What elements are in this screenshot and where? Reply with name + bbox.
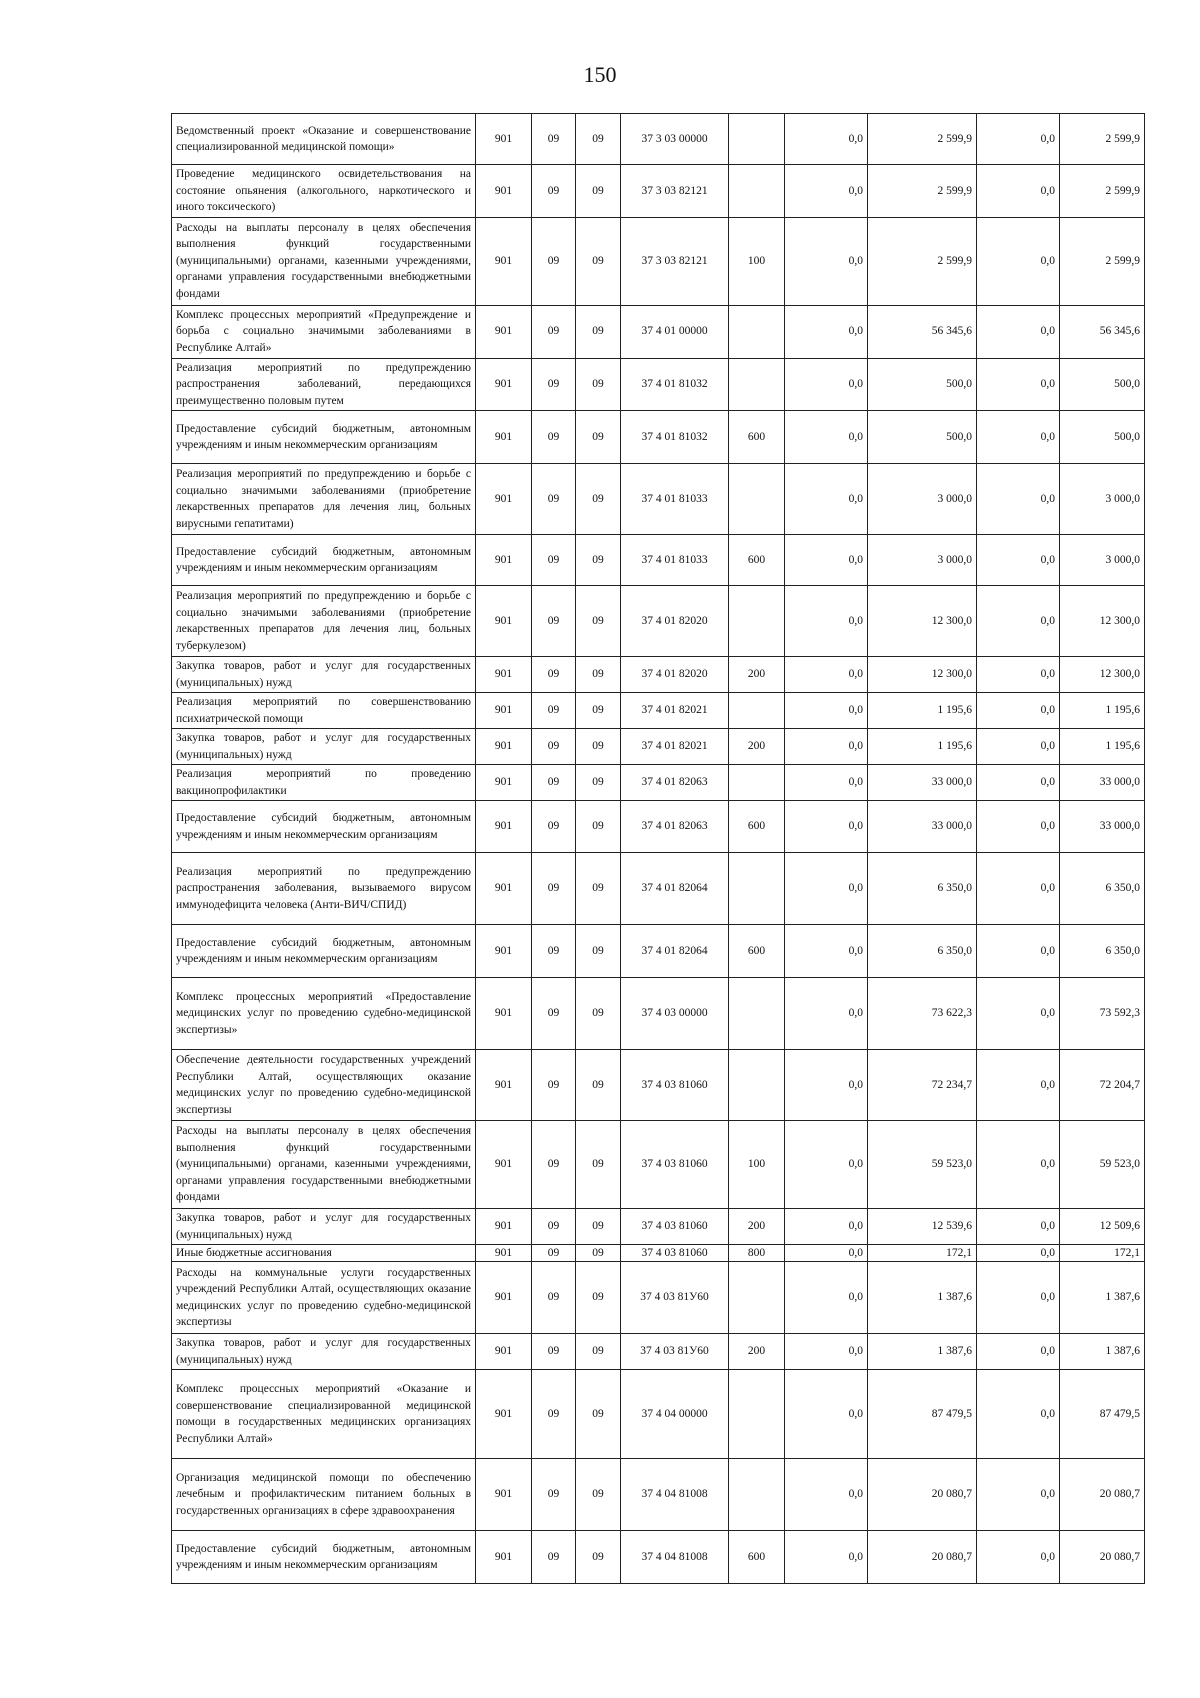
target-article-cell: 37 4 03 81060 bbox=[621, 1050, 729, 1121]
row-name-cell: Закупка товаров, работ и услуг для государственных (муниципальных) нужд bbox=[172, 657, 476, 693]
expense-type-cell: 600 bbox=[729, 411, 785, 464]
amount-4-cell: 6 350,0 bbox=[1060, 853, 1145, 925]
amount-4-cell: 3 000,0 bbox=[1060, 535, 1145, 586]
table-row bbox=[172, 535, 1145, 586]
podrazdel-cell: 09 bbox=[576, 586, 621, 657]
amount-3-cell: 0,0 bbox=[977, 765, 1060, 801]
amount-3-cell: 0,0 bbox=[977, 305, 1060, 358]
podrazdel-cell: 09 bbox=[576, 853, 621, 925]
amount-4-cell: 2 599,9 bbox=[1060, 114, 1145, 165]
amount-3-cell: 0,0 bbox=[977, 693, 1060, 729]
podrazdel-cell: 09 bbox=[576, 165, 621, 218]
amount-3-cell: 0,0 bbox=[977, 1531, 1060, 1584]
target-article-cell: 37 4 01 82020 bbox=[621, 586, 729, 657]
row-name-cell: Расходы на коммунальные услуги государственных учреждений Республики Алтай, осуществляющих оказание медицинских услуг по проведению судебно-медицинской экспертизы bbox=[172, 1262, 476, 1334]
razdel-cell: 09 bbox=[532, 1209, 576, 1245]
razdel-cell: 09 bbox=[532, 925, 576, 978]
razdel-cell: 09 bbox=[532, 535, 576, 586]
amount-1-cell: 0,0 bbox=[785, 801, 868, 853]
table-row bbox=[172, 1050, 1145, 1121]
table-row bbox=[172, 586, 1145, 657]
table-row bbox=[172, 1459, 1145, 1531]
amount-4-cell: 20 080,7 bbox=[1060, 1459, 1145, 1531]
glava-cell: 901 bbox=[476, 1370, 532, 1459]
table-row bbox=[172, 801, 1145, 853]
amount-3-cell: 0,0 bbox=[977, 464, 1060, 535]
amount-3-cell: 0,0 bbox=[977, 165, 1060, 218]
amount-4-cell: 20 080,7 bbox=[1060, 1531, 1145, 1584]
amount-4-cell: 172,1 bbox=[1060, 1245, 1145, 1262]
row-name-cell: Реализация мероприятий по предупреждению и борьбе с социально значимыми заболеваниями (приобретение лекарственных препаратов для лечения лиц, больных туберкулезом) bbox=[172, 586, 476, 657]
target-article-cell: 37 4 01 82063 bbox=[621, 765, 729, 801]
expense-type-cell: 600 bbox=[729, 535, 785, 586]
podrazdel-cell: 09 bbox=[576, 217, 621, 305]
target-article-cell: 37 3 03 82121 bbox=[621, 217, 729, 305]
amount-1-cell: 0,0 bbox=[785, 853, 868, 925]
expense-type-cell bbox=[729, 1459, 785, 1531]
podrazdel-cell: 09 bbox=[576, 358, 621, 411]
amount-4-cell: 59 523,0 bbox=[1060, 1121, 1145, 1209]
podrazdel-cell: 09 bbox=[576, 1334, 621, 1370]
glava-cell: 901 bbox=[476, 358, 532, 411]
expense-type-cell: 600 bbox=[729, 1531, 785, 1584]
table-row bbox=[172, 1531, 1145, 1584]
amount-2-cell: 12 300,0 bbox=[868, 657, 977, 693]
amount-4-cell: 1 195,6 bbox=[1060, 693, 1145, 729]
glava-cell: 901 bbox=[476, 853, 532, 925]
table-row bbox=[172, 165, 1145, 218]
amount-2-cell: 12 300,0 bbox=[868, 586, 977, 657]
amount-4-cell: 500,0 bbox=[1060, 411, 1145, 464]
expense-type-cell bbox=[729, 305, 785, 358]
amount-2-cell: 3 000,0 bbox=[868, 535, 977, 586]
table-row bbox=[172, 114, 1145, 165]
row-name-cell: Расходы на выплаты персоналу в целях обеспечения выполнения функций государственными (муниципальными) органами, казенными учреждениями, органами управления государственными внебюджетными фондами bbox=[172, 1121, 476, 1209]
amount-2-cell: 6 350,0 bbox=[868, 853, 977, 925]
amount-2-cell: 1 387,6 bbox=[868, 1334, 977, 1370]
expense-type-cell bbox=[729, 853, 785, 925]
podrazdel-cell: 09 bbox=[576, 657, 621, 693]
podrazdel-cell: 09 bbox=[576, 1050, 621, 1121]
row-name-cell: Предоставление субсидий бюджетным, автономным учреждениям и иным некоммерческим организациям bbox=[172, 801, 476, 853]
amount-4-cell: 2 599,9 bbox=[1060, 217, 1145, 305]
amount-3-cell: 0,0 bbox=[977, 1262, 1060, 1334]
razdel-cell: 09 bbox=[532, 217, 576, 305]
target-article-cell: 37 4 03 00000 bbox=[621, 978, 729, 1050]
amount-4-cell: 6 350,0 bbox=[1060, 925, 1145, 978]
expense-type-cell bbox=[729, 1262, 785, 1334]
amount-3-cell: 0,0 bbox=[977, 358, 1060, 411]
page-number: 150 bbox=[583, 62, 617, 87]
table-row bbox=[172, 1245, 1145, 1262]
amount-4-cell: 56 345,6 bbox=[1060, 305, 1145, 358]
amount-2-cell: 1 195,6 bbox=[868, 729, 977, 765]
amount-3-cell: 0,0 bbox=[977, 586, 1060, 657]
razdel-cell: 09 bbox=[532, 1245, 576, 1262]
glava-cell: 901 bbox=[476, 165, 532, 218]
glava-cell: 901 bbox=[476, 1531, 532, 1584]
amount-2-cell: 172,1 bbox=[868, 1245, 977, 1262]
glava-cell: 901 bbox=[476, 411, 532, 464]
amount-1-cell: 0,0 bbox=[785, 765, 868, 801]
row-name-cell: Закупка товаров, работ и услуг для государственных (муниципальных) нужд bbox=[172, 1334, 476, 1370]
table-row bbox=[172, 978, 1145, 1050]
amount-4-cell: 33 000,0 bbox=[1060, 765, 1145, 801]
podrazdel-cell: 09 bbox=[576, 693, 621, 729]
table-row bbox=[172, 657, 1145, 693]
table-row bbox=[172, 464, 1145, 535]
expense-type-cell: 800 bbox=[729, 1245, 785, 1262]
expense-type-cell: 600 bbox=[729, 801, 785, 853]
table-row bbox=[172, 1262, 1145, 1334]
podrazdel-cell: 09 bbox=[576, 114, 621, 165]
target-article-cell: 37 4 01 82021 bbox=[621, 729, 729, 765]
row-name-cell: Реализация мероприятий по предупреждению и борьбе с социально значимыми заболеваниями (приобретение лекарственных препаратов для лечения лиц, больных вирусными гепатитами) bbox=[172, 464, 476, 535]
podrazdel-cell: 09 bbox=[576, 464, 621, 535]
glava-cell: 901 bbox=[476, 217, 532, 305]
glava-cell: 901 bbox=[476, 464, 532, 535]
target-article-cell: 37 4 01 81033 bbox=[621, 464, 729, 535]
target-article-cell: 37 4 01 82064 bbox=[621, 853, 729, 925]
amount-2-cell: 6 350,0 bbox=[868, 925, 977, 978]
amount-2-cell: 87 479,5 bbox=[868, 1370, 977, 1459]
target-article-cell: 37 4 01 82063 bbox=[621, 801, 729, 853]
row-name-cell: Реализация мероприятий по проведению вакцинопрофилактики bbox=[172, 765, 476, 801]
amount-1-cell: 0,0 bbox=[785, 729, 868, 765]
amount-1-cell: 0,0 bbox=[785, 535, 868, 586]
razdel-cell: 09 bbox=[532, 1334, 576, 1370]
amount-1-cell: 0,0 bbox=[785, 1050, 868, 1121]
target-article-cell: 37 4 03 81У60 bbox=[621, 1334, 729, 1370]
table-row bbox=[172, 1209, 1145, 1245]
row-name-cell: Реализация мероприятий по совершенствованию психиатрической помощи bbox=[172, 693, 476, 729]
table-body bbox=[172, 114, 1145, 1584]
glava-cell: 901 bbox=[476, 729, 532, 765]
amount-2-cell: 33 000,0 bbox=[868, 765, 977, 801]
amount-3-cell: 0,0 bbox=[977, 801, 1060, 853]
target-article-cell: 37 4 01 00000 bbox=[621, 305, 729, 358]
amount-4-cell: 2 599,9 bbox=[1060, 165, 1145, 218]
target-article-cell: 37 4 03 81060 bbox=[621, 1121, 729, 1209]
amount-3-cell: 0,0 bbox=[977, 1121, 1060, 1209]
target-article-cell: 37 4 01 82064 bbox=[621, 925, 729, 978]
amount-3-cell: 0,0 bbox=[977, 1209, 1060, 1245]
razdel-cell: 09 bbox=[532, 978, 576, 1050]
amount-1-cell: 0,0 bbox=[785, 978, 868, 1050]
table-row bbox=[172, 693, 1145, 729]
target-article-cell: 37 4 01 81032 bbox=[621, 358, 729, 411]
amount-3-cell: 0,0 bbox=[977, 925, 1060, 978]
razdel-cell: 09 bbox=[532, 464, 576, 535]
table-row bbox=[172, 765, 1145, 801]
target-article-cell: 37 3 03 00000 bbox=[621, 114, 729, 165]
amount-3-cell: 0,0 bbox=[977, 114, 1060, 165]
row-name-cell: Проведение медицинского освидетельствования на состояние опьянения (алкогольного, наркотического и иного токсического) bbox=[172, 165, 476, 218]
amount-3-cell: 0,0 bbox=[977, 1459, 1060, 1531]
podrazdel-cell: 09 bbox=[576, 535, 621, 586]
glava-cell: 901 bbox=[476, 1121, 532, 1209]
glava-cell: 901 bbox=[476, 657, 532, 693]
podrazdel-cell: 09 bbox=[576, 1262, 621, 1334]
target-article-cell: 37 4 03 81060 bbox=[621, 1209, 729, 1245]
target-article-cell: 37 4 03 81У60 bbox=[621, 1262, 729, 1334]
amount-1-cell: 0,0 bbox=[785, 1209, 868, 1245]
razdel-cell: 09 bbox=[532, 165, 576, 218]
expense-type-cell bbox=[729, 165, 785, 218]
table-row bbox=[172, 217, 1145, 305]
podrazdel-cell: 09 bbox=[576, 925, 621, 978]
podrazdel-cell: 09 bbox=[576, 978, 621, 1050]
podrazdel-cell: 09 bbox=[576, 1459, 621, 1531]
amount-4-cell: 1 387,6 bbox=[1060, 1334, 1145, 1370]
glava-cell: 901 bbox=[476, 1050, 532, 1121]
podrazdel-cell: 09 bbox=[576, 1370, 621, 1459]
glava-cell: 901 bbox=[476, 1209, 532, 1245]
amount-1-cell: 0,0 bbox=[785, 657, 868, 693]
amount-2-cell: 56 345,6 bbox=[868, 305, 977, 358]
amount-1-cell: 0,0 bbox=[785, 217, 868, 305]
target-article-cell: 37 4 04 00000 bbox=[621, 1370, 729, 1459]
amount-4-cell: 87 479,5 bbox=[1060, 1370, 1145, 1459]
glava-cell: 901 bbox=[476, 1262, 532, 1334]
amount-4-cell: 500,0 bbox=[1060, 358, 1145, 411]
razdel-cell: 09 bbox=[532, 305, 576, 358]
expense-type-cell bbox=[729, 114, 785, 165]
target-article-cell: 37 4 04 81008 bbox=[621, 1459, 729, 1531]
amount-2-cell: 20 080,7 bbox=[868, 1459, 977, 1531]
expense-type-cell bbox=[729, 693, 785, 729]
razdel-cell: 09 bbox=[532, 657, 576, 693]
expense-type-cell: 100 bbox=[729, 1121, 785, 1209]
row-name-cell: Реализация мероприятий по предупреждению распространения заболевания, вызываемого вирусом иммунодефицита человека (Анти-ВИЧ/СПИД) bbox=[172, 853, 476, 925]
amount-2-cell: 2 599,9 bbox=[868, 165, 977, 218]
razdel-cell: 09 bbox=[532, 1262, 576, 1334]
row-name-cell: Предоставление субсидий бюджетным, автономным учреждениям и иным некоммерческим организациям bbox=[172, 1531, 476, 1584]
target-article-cell: 37 3 03 82121 bbox=[621, 165, 729, 218]
amount-1-cell: 0,0 bbox=[785, 1459, 868, 1531]
amount-1-cell: 0,0 bbox=[785, 1245, 868, 1262]
table-row bbox=[172, 358, 1145, 411]
expense-type-cell bbox=[729, 1050, 785, 1121]
target-article-cell: 37 4 01 82020 bbox=[621, 657, 729, 693]
expense-type-cell: 200 bbox=[729, 1334, 785, 1370]
row-name-cell: Расходы на выплаты персоналу в целях обеспечения выполнения функций государственными (муниципальными) органами, казенными учреждениями, органами управления государственными внебюджетными фондами bbox=[172, 217, 476, 305]
glava-cell: 901 bbox=[476, 801, 532, 853]
row-name-cell: Организация медицинской помощи по обеспечению лечебным и профилактическим питанием больных в государственных организациях в сфере здравоохранения bbox=[172, 1459, 476, 1531]
glava-cell: 901 bbox=[476, 586, 532, 657]
amount-2-cell: 59 523,0 bbox=[868, 1121, 977, 1209]
amount-1-cell: 0,0 bbox=[785, 1334, 868, 1370]
amount-2-cell: 2 599,9 bbox=[868, 217, 977, 305]
amount-1-cell: 0,0 bbox=[785, 1370, 868, 1459]
target-article-cell: 37 4 01 82021 bbox=[621, 693, 729, 729]
expense-type-cell bbox=[729, 765, 785, 801]
amount-4-cell: 12 300,0 bbox=[1060, 657, 1145, 693]
amount-2-cell: 73 622,3 bbox=[868, 978, 977, 1050]
amount-1-cell: 0,0 bbox=[785, 165, 868, 218]
amount-1-cell: 0,0 bbox=[785, 1531, 868, 1584]
expense-type-cell bbox=[729, 358, 785, 411]
razdel-cell: 09 bbox=[532, 693, 576, 729]
table-row bbox=[172, 1121, 1145, 1209]
glava-cell: 901 bbox=[476, 693, 532, 729]
expense-type-cell: 600 bbox=[729, 925, 785, 978]
table-row bbox=[172, 411, 1145, 464]
expense-type-cell bbox=[729, 464, 785, 535]
row-name-cell: Закупка товаров, работ и услуг для государственных (муниципальных) нужд bbox=[172, 729, 476, 765]
expense-type-cell: 200 bbox=[729, 657, 785, 693]
row-name-cell: Реализация мероприятий по предупреждению распространения заболеваний, передающихся преимущественно половым путем bbox=[172, 358, 476, 411]
table-row bbox=[172, 1334, 1145, 1370]
amount-3-cell: 0,0 bbox=[977, 1370, 1060, 1459]
glava-cell: 901 bbox=[476, 535, 532, 586]
table-row bbox=[172, 853, 1145, 925]
glava-cell: 901 bbox=[476, 1245, 532, 1262]
row-name-cell: Комплекс процессных мероприятий «Оказание и совершенствование специализированной медицинской помощи в государственных медицинских организациях Республики Алтай» bbox=[172, 1370, 476, 1459]
amount-4-cell: 12 300,0 bbox=[1060, 586, 1145, 657]
expense-type-cell bbox=[729, 978, 785, 1050]
table-row bbox=[172, 729, 1145, 765]
podrazdel-cell: 09 bbox=[576, 1245, 621, 1262]
amount-2-cell: 500,0 bbox=[868, 411, 977, 464]
glava-cell: 901 bbox=[476, 1459, 532, 1531]
amount-2-cell: 2 599,9 bbox=[868, 114, 977, 165]
amount-2-cell: 20 080,7 bbox=[868, 1531, 977, 1584]
expense-type-cell bbox=[729, 586, 785, 657]
amount-4-cell: 3 000,0 bbox=[1060, 464, 1145, 535]
razdel-cell: 09 bbox=[532, 801, 576, 853]
row-name-cell: Предоставление субсидий бюджетным, автономным учреждениям и иным некоммерческим организациям bbox=[172, 535, 476, 586]
target-article-cell: 37 4 03 81060 bbox=[621, 1245, 729, 1262]
razdel-cell: 09 bbox=[532, 1531, 576, 1584]
razdel-cell: 09 bbox=[532, 1459, 576, 1531]
podrazdel-cell: 09 bbox=[576, 411, 621, 464]
amount-3-cell: 0,0 bbox=[977, 1334, 1060, 1370]
expense-type-cell: 100 bbox=[729, 217, 785, 305]
amount-2-cell: 33 000,0 bbox=[868, 801, 977, 853]
row-name-cell: Предоставление субсидий бюджетным, автономным учреждениям и иным некоммерческим организациям bbox=[172, 925, 476, 978]
amount-3-cell: 0,0 bbox=[977, 729, 1060, 765]
glava-cell: 901 bbox=[476, 114, 532, 165]
amount-1-cell: 0,0 bbox=[785, 1262, 868, 1334]
glava-cell: 901 bbox=[476, 765, 532, 801]
amount-1-cell: 0,0 bbox=[785, 1121, 868, 1209]
amount-3-cell: 0,0 bbox=[977, 1050, 1060, 1121]
glava-cell: 901 bbox=[476, 1334, 532, 1370]
table-row bbox=[172, 925, 1145, 978]
amount-1-cell: 0,0 bbox=[785, 411, 868, 464]
razdel-cell: 09 bbox=[532, 1370, 576, 1459]
amount-2-cell: 1 387,6 bbox=[868, 1262, 977, 1334]
table-row bbox=[172, 305, 1145, 358]
expense-type-cell: 200 bbox=[729, 1209, 785, 1245]
razdel-cell: 09 bbox=[532, 114, 576, 165]
podrazdel-cell: 09 bbox=[576, 1121, 621, 1209]
row-name-cell: Комплекс процессных мероприятий «Предоставление медицинских услуг по проведению судебно-медицинской экспертизы» bbox=[172, 978, 476, 1050]
amount-3-cell: 0,0 bbox=[977, 217, 1060, 305]
glava-cell: 901 bbox=[476, 978, 532, 1050]
row-name-cell: Предоставление субсидий бюджетным, автономным учреждениям и иным некоммерческим организациям bbox=[172, 411, 476, 464]
row-name-cell: Комплекс процессных мероприятий «Предупреждение и борьба с социально значимыми заболеваниями в Республике Алтай» bbox=[172, 305, 476, 358]
razdel-cell: 09 bbox=[532, 358, 576, 411]
amount-2-cell: 3 000,0 bbox=[868, 464, 977, 535]
amount-1-cell: 0,0 bbox=[785, 305, 868, 358]
razdel-cell: 09 bbox=[532, 1050, 576, 1121]
amount-2-cell: 72 234,7 bbox=[868, 1050, 977, 1121]
glava-cell: 901 bbox=[476, 305, 532, 358]
razdel-cell: 09 bbox=[532, 853, 576, 925]
amount-4-cell: 12 509,6 bbox=[1060, 1209, 1145, 1245]
razdel-cell: 09 bbox=[532, 765, 576, 801]
table-row bbox=[172, 1370, 1145, 1459]
amount-3-cell: 0,0 bbox=[977, 535, 1060, 586]
razdel-cell: 09 bbox=[532, 1121, 576, 1209]
row-name-cell: Ведомственный проект «Оказание и совершенствование специализированной медицинской помощи» bbox=[172, 114, 476, 165]
amount-3-cell: 0,0 bbox=[977, 853, 1060, 925]
amount-2-cell: 12 539,6 bbox=[868, 1209, 977, 1245]
amount-3-cell: 0,0 bbox=[977, 1245, 1060, 1262]
row-name-cell: Обеспечение деятельности государственных учреждений Республики Алтай, осуществляющих оказание медицинских услуг по проведению судебно-медицинской экспертизы bbox=[172, 1050, 476, 1121]
amount-3-cell: 0,0 bbox=[977, 411, 1060, 464]
amount-4-cell: 72 204,7 bbox=[1060, 1050, 1145, 1121]
amount-1-cell: 0,0 bbox=[785, 925, 868, 978]
razdel-cell: 09 bbox=[532, 586, 576, 657]
target-article-cell: 37 4 04 81008 bbox=[621, 1531, 729, 1584]
target-article-cell: 37 4 01 81033 bbox=[621, 535, 729, 586]
amount-1-cell: 0,0 bbox=[785, 358, 868, 411]
amount-1-cell: 0,0 bbox=[785, 114, 868, 165]
amount-1-cell: 0,0 bbox=[785, 586, 868, 657]
podrazdel-cell: 09 bbox=[576, 305, 621, 358]
amount-2-cell: 500,0 bbox=[868, 358, 977, 411]
razdel-cell: 09 bbox=[532, 729, 576, 765]
amount-4-cell: 1 195,6 bbox=[1060, 729, 1145, 765]
expense-type-cell: 200 bbox=[729, 729, 785, 765]
razdel-cell: 09 bbox=[532, 411, 576, 464]
podrazdel-cell: 09 bbox=[576, 729, 621, 765]
amount-4-cell: 1 387,6 bbox=[1060, 1262, 1145, 1334]
amount-1-cell: 0,0 bbox=[785, 693, 868, 729]
amount-3-cell: 0,0 bbox=[977, 657, 1060, 693]
expense-type-cell bbox=[729, 1370, 785, 1459]
amount-4-cell: 73 592,3 bbox=[1060, 978, 1145, 1050]
amount-3-cell: 0,0 bbox=[977, 978, 1060, 1050]
podrazdel-cell: 09 bbox=[576, 1531, 621, 1584]
amount-1-cell: 0,0 bbox=[785, 464, 868, 535]
podrazdel-cell: 09 bbox=[576, 801, 621, 853]
glava-cell: 901 bbox=[476, 925, 532, 978]
podrazdel-cell: 09 bbox=[576, 1209, 621, 1245]
amount-2-cell: 1 195,6 bbox=[868, 693, 977, 729]
podrazdel-cell: 09 bbox=[576, 765, 621, 801]
row-name-cell: Закупка товаров, работ и услуг для государственных (муниципальных) нужд bbox=[172, 1209, 476, 1245]
row-name-cell: Иные бюджетные ассигнования bbox=[172, 1245, 476, 1262]
amount-4-cell: 33 000,0 bbox=[1060, 801, 1145, 853]
budget-table bbox=[171, 113, 1145, 1584]
target-article-cell: 37 4 01 81032 bbox=[621, 411, 729, 464]
